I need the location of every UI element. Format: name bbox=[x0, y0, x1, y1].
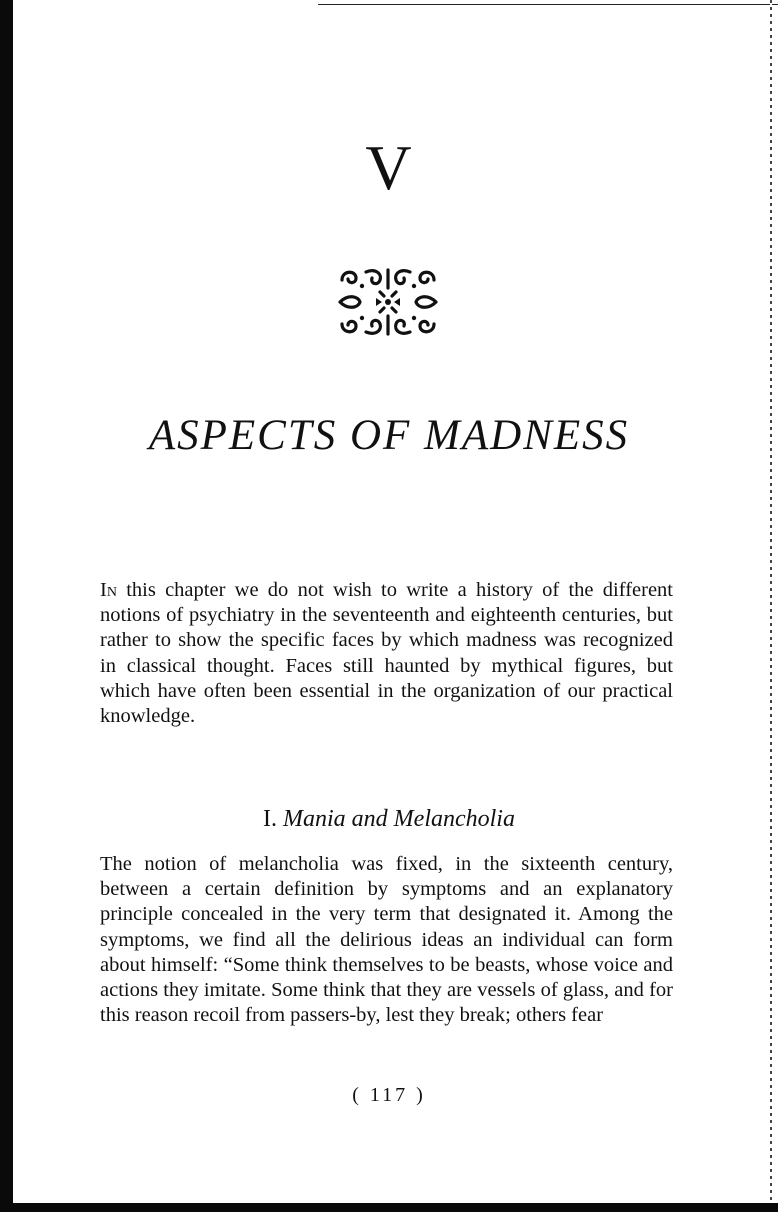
section-title: Mania and Melancholia bbox=[283, 806, 515, 832]
intro-paragraph bbox=[100, 578, 673, 729]
page-number: ( 117 ) bbox=[352, 1084, 426, 1106]
page-edge-top bbox=[318, 4, 778, 5]
chapter-numeral: V bbox=[365, 132, 413, 203]
section-heading bbox=[0, 804, 778, 834]
body-paragraph: The notion of melancholia was fixed, in the sixteenth century, between a certain definition by symptoms and an explanatory principle concealed in the very term that designated it. Among the symptoms, we find all the delirious ideas an individual can form about himself: “Some think themselves to be beasts, whose voice and actions they imitate. Some think that they are vessels of glass, and for this reason recoil from passers-by, lest they break; others fear bbox=[100, 853, 673, 1027]
section-number: I. bbox=[263, 806, 278, 832]
chapter-title: ASPECTS OF MADNESS bbox=[148, 412, 630, 459]
intro-lead-in: In bbox=[100, 579, 117, 601]
floral-ornament-icon bbox=[336, 266, 440, 338]
intro-text: this chapter we do not wish to write a history of the different notions of psychiatry in the seventeenth and eighteenth centuries, but rather to show the specific faces by which madness was recognized in classical thought. Faces still haunted by mythical figures, but which have often been essential in the organization of our practical knowledge. bbox=[100, 579, 673, 728]
page-edge-bottom bbox=[0, 1203, 778, 1212]
